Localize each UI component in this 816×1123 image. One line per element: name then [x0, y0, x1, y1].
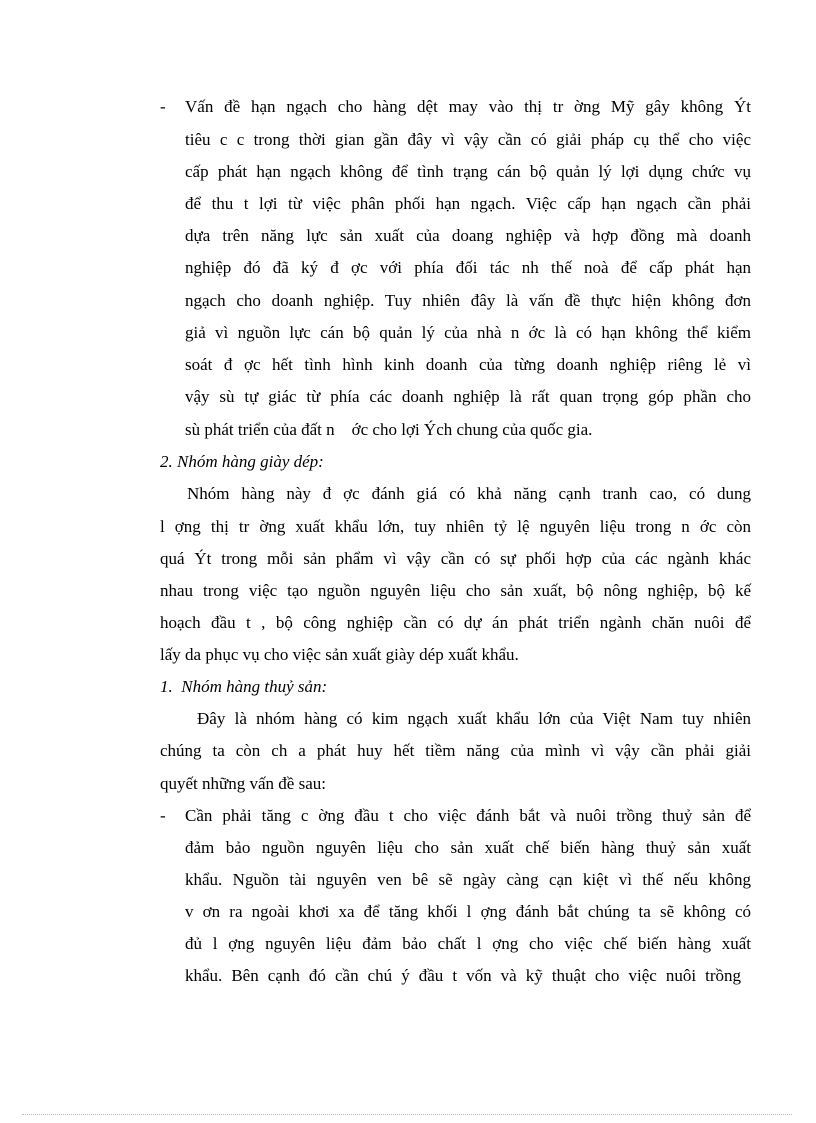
section-heading: 1. Nhóm hàng thuỷ sản: — [160, 677, 328, 696]
bullet-dash: - — [160, 97, 166, 116]
text-line: l ợng thị tr ờng xuất khẩu lớn, tuy nhiên tỷ lệ nguyên liệu trong n ớc còn — [160, 517, 751, 536]
text-line: Vấn đề hạn ngạch cho hàng dệt may vào thị tr ờng Mỹ gây không Ýt — [185, 97, 751, 116]
text-line: Cần phải tăng c ờng đầu t cho việc đánh bắt và nuôi trồng thuỷ sản để — [185, 806, 751, 825]
text-line: quyết những vấn đề sau: — [160, 774, 326, 793]
text-line: lấy da phục vụ cho việc sản xuất giày dép xuất khẩu. — [160, 645, 519, 664]
text-line: chúng ta còn ch a phát huy hết tiềm năng của mình vì vậy cần phải giải — [160, 741, 751, 760]
text-line: soát đ ợc hết tình hình kinh doanh của từng doanh nghiệp riêng lẻ vì — [185, 355, 751, 374]
text-line: dựa trên năng lực sản xuất của doang nghiệp và hợp đồng mà doanh — [185, 226, 751, 245]
page-bottom-rule — [22, 1114, 792, 1115]
text-line: giả vì nguồn lực cán bộ quản lý của nhà n ớc là có hạn không thể kiểm — [185, 323, 751, 342]
text-line: để thu t lợi từ việc phân phối hạn ngạch. Việc cấp hạn ngạch cần phải — [185, 194, 751, 213]
section-heading: 2. Nhóm hàng giày dép: — [160, 452, 324, 471]
text-line: khẩu. Nguồn tài nguyên ven bê sẽ ngày càng cạn kiệt vì thế nếu không — [185, 870, 751, 889]
text-line: Nhóm hàng này đ ợc đánh giá có khả năng cạnh tranh cao, có dung — [187, 484, 751, 503]
text-line: nghiệp đó đã ký đ ợc với phía đối tác nh thế noà để cấp phát hạn — [185, 258, 751, 277]
text-line: cấp phát hạn ngạch không để tình trạng cán bộ quản lý lợi dụng chức vụ — [185, 162, 751, 181]
text-line: vậy sù tự giác từ phía các doanh nghiệp là rất quan trọng góp phần cho — [185, 387, 751, 406]
text-line: khẩu. Bên cạnh đó cần chú ý đầu t vốn và kỹ thuật cho việc nuôi trồng — [185, 966, 741, 985]
text-line: v ơn ra ngoài khơi xa để tăng khối l ợng đánh bắt chúng ta sẽ không có — [185, 902, 751, 921]
text-line: đủ l ợng nguyên liệu đảm bảo chất l ợng cho việc chế biến hàng xuất — [185, 934, 751, 953]
text-line: quá Ýt trong mỗi sản phẩm vì vậy cần có sự phối hợp của các ngành khác — [160, 549, 751, 568]
text-line: tiêu c c trong thời gian gần đây vì vậy cần có giải pháp cụ thể cho việc — [185, 130, 751, 149]
text-line: sù phát triển của đất n ớc cho lợi Ých chung của quốc gia. — [185, 420, 593, 439]
text-line: hoạch đầu t , bộ công nghiệp cần có dự án phát triển ngành chăn nuôi để — [160, 613, 751, 632]
text-line: đảm bảo nguồn nguyên liệu cho sản xuất chế biến hàng thuỷ sản xuất — [185, 838, 751, 857]
text-line: Đây là nhóm hàng có kim ngạch xuất khẩu lớn của Việt Nam tuy nhiên — [197, 709, 751, 728]
bullet-dash: - — [160, 806, 166, 825]
text-line: nhau trong việc tạo nguồn nguyên liệu cho sản xuất, bộ nông nghiệp, bộ kế — [160, 581, 751, 600]
text-line: ngạch cho doanh nghiệp. Tuy nhiên đây là vấn đề thực hiện không đơn — [185, 291, 751, 310]
